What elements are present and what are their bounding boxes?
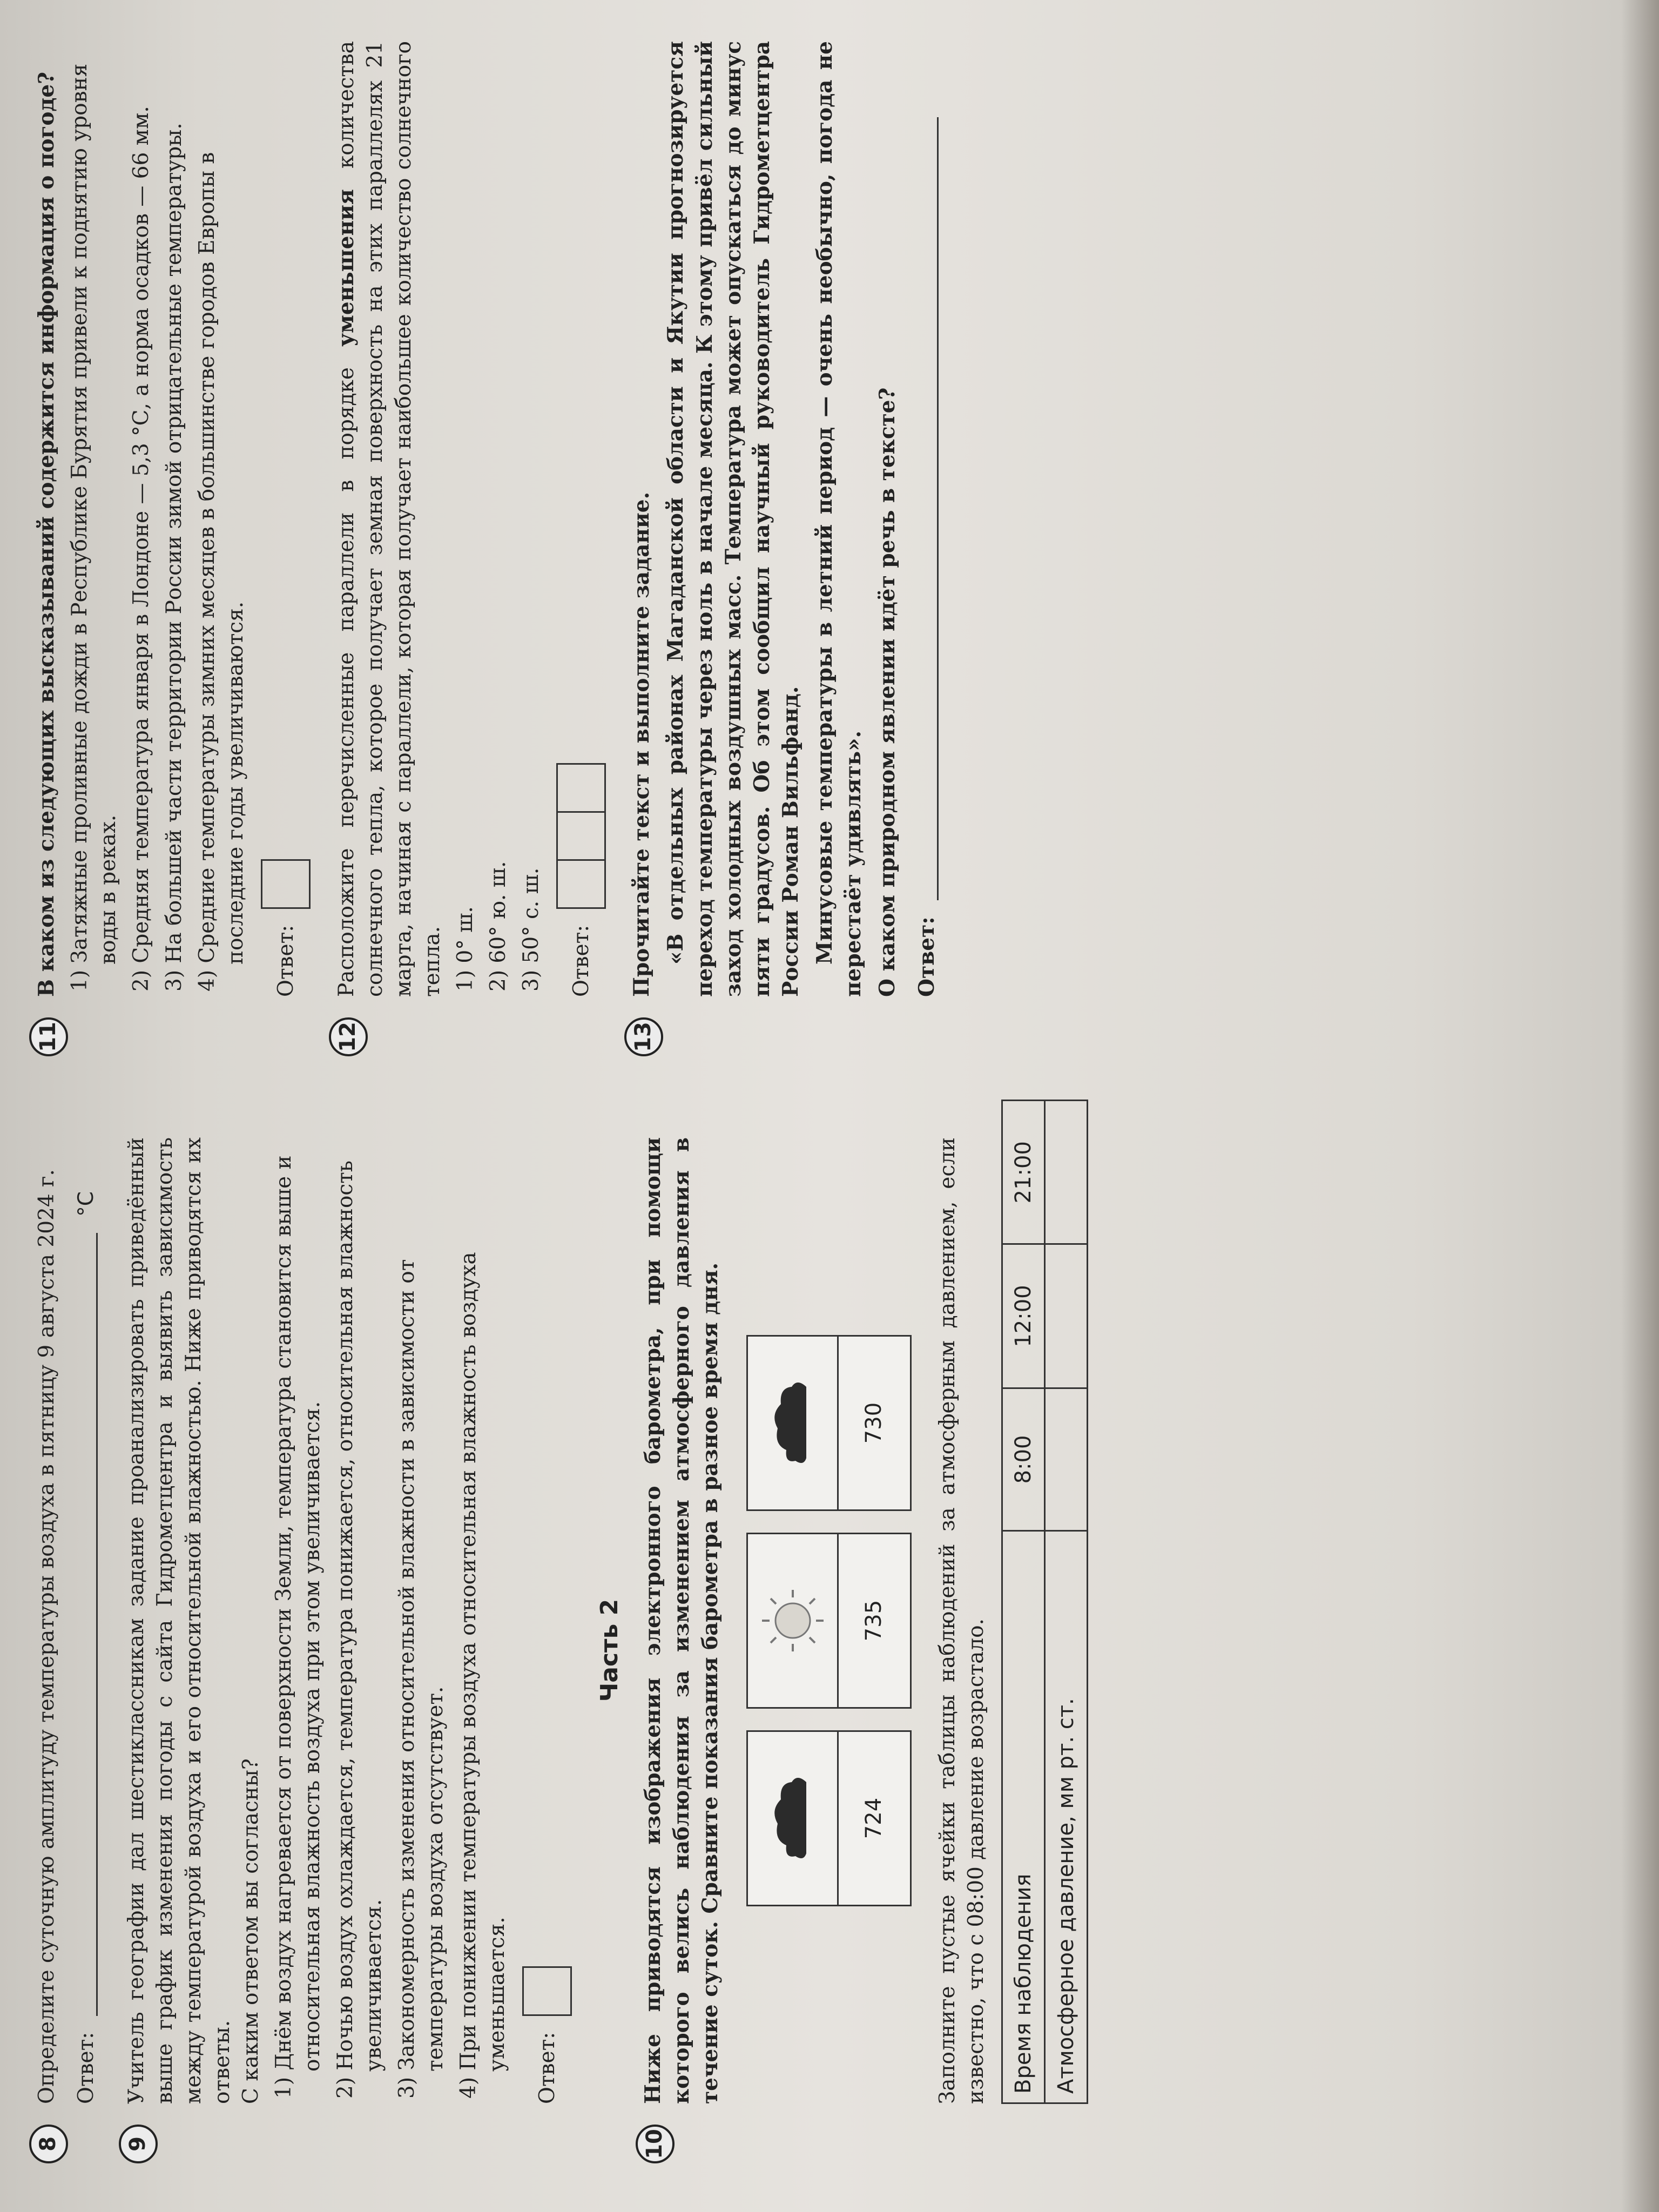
- answer-field[interactable]: [75, 1233, 98, 2016]
- task-number: 10: [636, 2125, 675, 2163]
- pressure-input-cell[interactable]: [1045, 1101, 1088, 1244]
- option-3: 3) На большей части территории России зимой отрицательные температуры.: [162, 123, 187, 992]
- sun-icon: [758, 1586, 828, 1656]
- answer-row: [913, 41, 941, 997]
- answer-box[interactable]: [556, 763, 606, 813]
- task-9: [122, 1137, 572, 2163]
- task-text: В каком из следующих высказываний содержится информация о погоде?: [34, 71, 59, 997]
- answer-row: [556, 41, 606, 997]
- barometer-row: [746, 1137, 912, 2104]
- answer-boxes: [556, 763, 606, 909]
- quote-paragraph-2: Минусовые температуры в летний период — очень необычно, погода не перестаёт удивлять».: [812, 41, 866, 997]
- task-text-start: Расположите перечисленные параллели в порядке: [334, 346, 359, 997]
- task-text-bold: уменьшения: [334, 189, 359, 347]
- task-question: С каким ответом вы согласны?: [239, 1758, 264, 2104]
- task-number: 9: [119, 2125, 158, 2163]
- task-text: Учитель географии дал шестиклассникам задание проанализировать приведённый выше график изменения погоды с сайта Гидрометцентра и выявить зависимость между температурой воздуха и его относительной влажностью. Ниже приводятся их ответы.: [124, 1137, 235, 2104]
- answer-box[interactable]: [522, 1966, 572, 2016]
- task-number: 12: [329, 1017, 368, 1056]
- table-time-cell: 12:00: [1002, 1244, 1045, 1388]
- option-1: 1) 0° ш.: [453, 906, 478, 992]
- option-2: 2) Ночью воздух охлаждается, температура понижается, относительная влажность увеличивается.: [333, 1160, 387, 2099]
- answer-box[interactable]: [556, 861, 606, 909]
- barometer-picture: [748, 1732, 839, 1905]
- answer-label: Ответ:: [74, 2032, 99, 2104]
- barometer-value: 730: [861, 1402, 887, 1444]
- answer-row: [72, 1137, 100, 2104]
- barometer-2: [746, 1533, 912, 1709]
- task-question: О каком природном явлении идёт речь в тексте?: [874, 387, 900, 997]
- cloud-icon: [766, 1377, 820, 1469]
- answer-label: Ответ:: [914, 916, 939, 997]
- table-row: [1002, 1101, 1045, 2103]
- table-row: [1045, 1101, 1088, 2103]
- option-4: 4) Средние температуры зимних месяцев в большинстве городов Европы в последние годы увеличиваются.: [195, 152, 248, 992]
- table-time-cell: 8:00: [1002, 1388, 1045, 1531]
- task-11: [32, 41, 311, 1056]
- quote-paragraph-1: «В отдельных районах Магаданской области и Якутии прогнозируется переход температуры через ноль в начале месяца. К этому привёл сильный заход холодных воздушных масс. Температура может опускаться до минус пяти градусов. Об этом сообщил научный руководитель Гидрометцентра России Роман Вильфанд.: [663, 41, 803, 997]
- option-3: 3) Закономерность изменения относительной влажности в зависимости от температуры воздуха отсутствует.: [395, 1259, 448, 2099]
- barometer-picture: [748, 1534, 839, 1707]
- barometer-3: [746, 1335, 912, 1511]
- barometer-1: [746, 1730, 912, 1906]
- task-8: [32, 1137, 100, 2163]
- option-1: 1) Затяжные проливные дожди в Республике Бурятия привели к поднятию уровня воды в реках.: [68, 63, 121, 992]
- barometer-value: 735: [861, 1600, 887, 1642]
- task-text: Прочитайте текст и выполните задание.: [629, 491, 655, 997]
- answer-label: Ответ:: [535, 2032, 559, 2104]
- answer-label: Ответ:: [569, 925, 594, 997]
- task-10: [639, 1137, 1088, 2163]
- answer-row: [522, 1137, 572, 2104]
- task-instruction: Заполните пустые ячейки таблицы наблюдений за атмосферным давлением, если известно, что с 08:00 давление возрастало.: [935, 1137, 989, 2104]
- option-2: 2) Средняя температура января в Лондоне — 5,3 °С, а норма осадков — 66 мм.: [129, 106, 154, 992]
- observation-table: [1001, 1100, 1088, 2104]
- answer-field[interactable]: [915, 117, 939, 900]
- task-text-end: количества солнечного тепла, которое получает земная поверхность на этих параллелях 21 марта, начиная с параллели, которая получает наибольшее количество солнечного тепла.: [334, 41, 445, 997]
- pressure-input-cell[interactable]: [1045, 1244, 1088, 1388]
- right-column: [32, 41, 963, 1056]
- answer-label: Ответ:: [273, 925, 298, 997]
- task-13: [628, 41, 941, 1056]
- unit-label: °C: [74, 1191, 99, 1217]
- answer-row: [261, 41, 311, 997]
- task-number: 8: [29, 2125, 68, 2163]
- task-number: 13: [624, 1017, 663, 1056]
- answer-box[interactable]: [556, 813, 606, 861]
- left-column: [32, 1137, 1110, 2163]
- answer-box[interactable]: [261, 859, 311, 909]
- task-12: [332, 41, 606, 1056]
- task-text: Определите суточную амплитуду температуры воздуха в пятницу 9 августа 2024 г.: [35, 1169, 59, 2104]
- option-3: 3) 50° с. ш.: [519, 867, 544, 992]
- table-time-cell: 21:00: [1002, 1101, 1045, 1244]
- option-2: 2) 60° ю. ш.: [486, 861, 511, 992]
- table-header-cell: Время наблюдения: [1002, 1531, 1045, 2103]
- task-text: [332, 41, 447, 997]
- table-header-cell: Атмосферное давление, мм рт. ст.: [1045, 1531, 1088, 2103]
- part-title: Часть 2: [596, 1599, 624, 1702]
- option-1: 1) Днём воздух нагревается от поверхности Земли, температура становится выше и относительная влажность воздуха при этом увеличивается.: [272, 1155, 325, 2099]
- task-number: 11: [29, 1017, 68, 1056]
- option-4: 4) При понижении температуры воздуха относительная влажность воздуха уменьшается.: [456, 1252, 510, 2099]
- task-text: Ниже приводятся изображения электронного барометра, при помощи которого велись наблюдения за изменением атмосферного давления в течение суток. Сравните показания барометра в разное время дня.: [640, 1137, 723, 2104]
- barometer-value: 724: [861, 1797, 887, 1839]
- pressure-input-cell[interactable]: [1045, 1388, 1088, 1531]
- cloud-icon: [766, 1772, 820, 1864]
- barometer-picture: [748, 1337, 839, 1509]
